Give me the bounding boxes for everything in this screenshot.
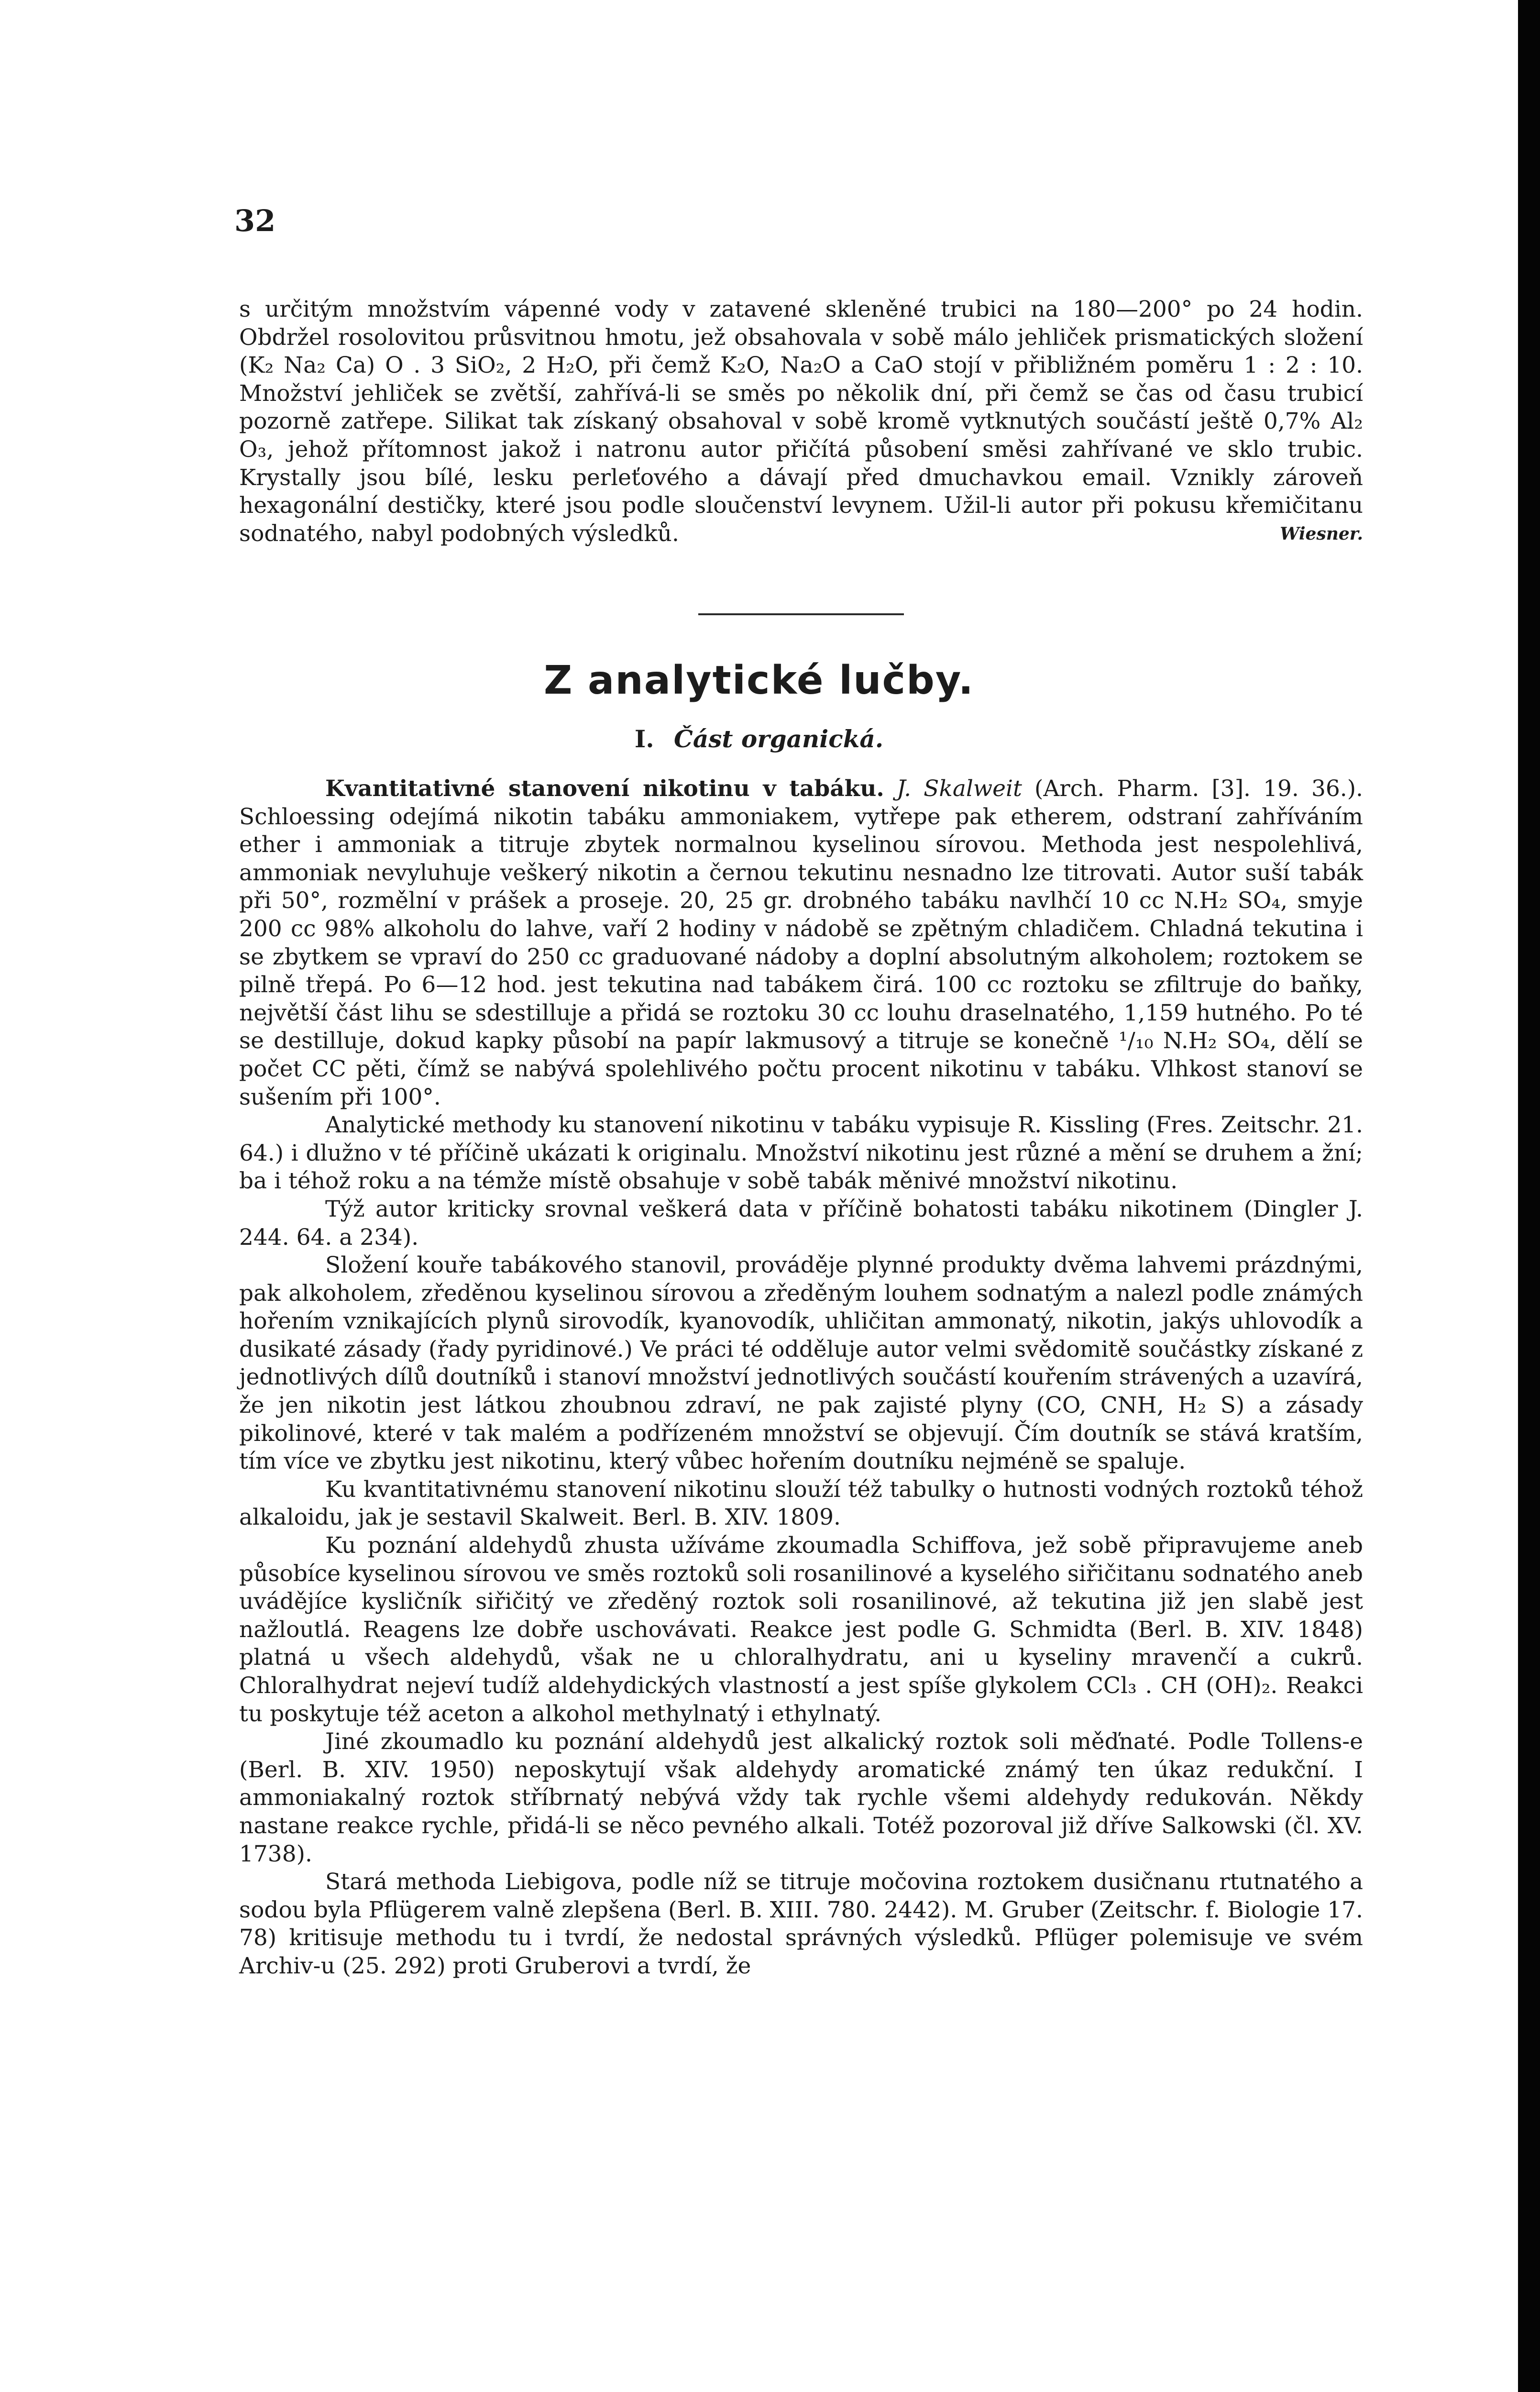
article-body: Schloessing odejímá nikotin tabáku ammoniakem, vytřepe pak etherem, odstraní zahříváním ether i ammoniak a titruje zbytek normalnou kyselinou sírovou. Methoda jest nespolehlivá, ammoniak nevyluhuje veškerý nikotin a černou tekutinu nesnadno lze titrovati. Autor suší tabák při 50°, rozmělní v prášek a proseje. 20, 25 gr. drobného tabáku navlhčí 10 cc N.H₂ SO₄, smyje 200 cc 98% alkoholu do lahve, vaří 2 hodiny v nádobě se zpětným chladičem. Chladná tekutina i se zbytkem se vpraví do 250 cc graduované nádoby a doplní absolutným alkoholem; roztokem se pilně třepá. Po 6—12 hod. jest tekutina nad tabákem čirá. 100 cc roztoku se zfiltruje do baňky, největší část lihu se sdestilluje a přidá se roztoku 30 cc louhu draselnatého, 1,159 hutného. Po té se destilluje, dokud kapky působí na papír lakmusový a titruje se konečně ¹/₁₀ N.H₂ SO₄, dělí se počet CC pěti, čímž se nabývá spolehlivého počtu procent nikotinu v tabáku. Vlhkost stanoví se sušením při 100°. bbox=[239, 803, 1363, 1110]
paragraph: Ku poznání aldehydů zhusta užíváme zkoumadla Schiffova, jež sobě připravujeme aneb působíce kyselinou sírovou ve směs roztoků soli rosanilinové a kyselého siřičitanu sodnatého aneb uvádějíce kysličník siřičitý ve zředěný roztok soli rosanilinové, až tekutina již jen slabě jest nažloutlá. Reagens lze dobře uschovávati. Reakce jest podle G. Schmidta (Berl. B. XIV. 1848) platná u všech aldehydů, však ne u chloralhydratu, ani u kyseliny mravenčí a cukrů. Chloralhydrat nejeví tudíž aldehydických vlastností a jest spíše glykolem CCl₃ . CH (OH)₂. Reakci tu poskytuje též aceton a alkohol methylnatý i ethylnatý. bbox=[239, 1532, 1363, 1727]
section-title: Z analytické lučby. bbox=[544, 658, 974, 703]
paragraph: Stará methoda Liebigova, podle níž se titruje močovina roztokem dusičnanu rtutnatého a sodou byla Pflügerem valně zlepšena (Berl. B. XIII. 780. 2442). M. Gruber (Zeitschr. f. Biologie 17. 78) kritisuje methodu tu i tvrdí, že nedostal správných výsledků. Pflüger polemisuje ve svém Archiv-u (25. 292) proti Gruberovi a tvrdí, že bbox=[239, 1869, 1363, 1979]
intro-block bbox=[239, 296, 1363, 548]
article-citation: (Arch. Pharm. [3]. 19. 36.). bbox=[1034, 775, 1363, 802]
paragraph: Analytické methody ku stanovení nikotinu v tabáku vypisuje R. Kissling (Fres. Zeitschr. 21. 64.) i dlužno v té příčině ukázati k originalu. Množství nikotinu jest různé a mění se druhem a žní; ba i téhož roku a na témže místě obsahuje v sobě tabák měnivé množství nikotinu. bbox=[239, 1112, 1363, 1195]
scan-edge-band bbox=[1518, 0, 1540, 2392]
article-author: J. Skalweit bbox=[896, 775, 1022, 802]
author-signature: Wiesner. bbox=[1280, 523, 1363, 544]
subsection-number: I. bbox=[634, 725, 654, 753]
paragraph: Složení kouře tabákového stanovil, prováděje plynné produkty dvěma lahvemi prázdnými, pak alkoholem, zředěnou kyselinou sírovou a zředěným louhem sodnatým a nalezl podle známých hořením vznikajících plynů sirovodík, kyanovodík, uhličitan ammonatý, nikotin, jakýs uhlovodík a dusikaté zásady (řady pyridinové.) Ve práci té odděluje autor velmi svědomitě součástky získané z jednotlivých dílů doutníků i stanoví množství jednotlivých součástí kouřením strávených a uzavírá, že jen nikotin jest látkou zhoubnou zdraví, ne pak zajisté plyny (CO, CNH, H₂ S) a zásady pikolinové, které v tak malém a podřízeném množství se objevují. Čím doutník se stává kratším, tím více ve zbytku jest nikotinu, který vůbec hořením doutníku nejméně se spaluje. bbox=[239, 1252, 1363, 1475]
main-text bbox=[239, 775, 1363, 1981]
paragraph: Ku kvantitativnému stanovení nikotinu slouží též tabulky o hutnosti vodných roztoků téhož alkaloidu, jak je sestavil Skalweit. Berl. B. XIV. 1809. bbox=[239, 1476, 1363, 1531]
subsection-title: Část organická. bbox=[674, 725, 884, 753]
intro-paragraph bbox=[239, 296, 1363, 548]
paragraph: Týž autor kriticky srovnal veškerá data v příčině bohatosti tabáku nikotinem (Dingler J. 244. 64. a 234). bbox=[239, 1196, 1363, 1251]
subsection-heading bbox=[0, 725, 1518, 753]
article-paragraph bbox=[239, 775, 1363, 1111]
page-number: 32 bbox=[234, 203, 276, 238]
intro-text: s určitým množstvím vápenné vody v zatavené skleněné trubici na 180—200° po 24 hodin. Obdržel rosolovitou průsvitnou hmotu, jež obsahovala v sobě málo jehliček prismatických složení (K₂ Na₂ Ca) O . 3 SiO₂, 2 H₂O, při čemž K₂O, Na₂O a CaO stojí v přibližném poměru 1 : 2 : 10. Množství jehliček se zvětší, zahřívá-li se směs po několik dní, při čemž se čas od času trubicí pozorně zatřepe. Silikat tak získaný obsahoval v sobě kromě vytknutých součástí ještě 0,7% Al₂ O₃, jehož přítomnost jakož i natronu autor přičítá působení směsi zahřívané ve sklo trubic. Krystally jsou bílé, lesku perleťového a dávají před dmuchavkou email. Vznikly zároveň hexagonální destičky, které jsou podle sloučenství levynem. Užil-li autor při pokusu křemičitanu sodnatého, nabyl podobných výsledků. bbox=[239, 296, 1363, 547]
paragraph: Jiné zkoumadlo ku poznání aldehydů jest alkalický roztok soli měďnaté. Podle Tollens-e (Berl. B. XIV. 1950) neposkytují však aldehydy aromatické známý ten úkaz redukční. I ammoniakalný roztok stříbrnatý nebývá vždy tak rychle všemi aldehydy redukován. Někdy nastane reakce rychle, přidá-li se něco pevného alkali. Totéž pozoroval již dříve Salkowski (čl. XV. 1738). bbox=[239, 1728, 1363, 1867]
section-divider bbox=[698, 613, 904, 615]
article-title: Kvantitativné stanovení nikotinu v tabáku. bbox=[325, 775, 884, 802]
